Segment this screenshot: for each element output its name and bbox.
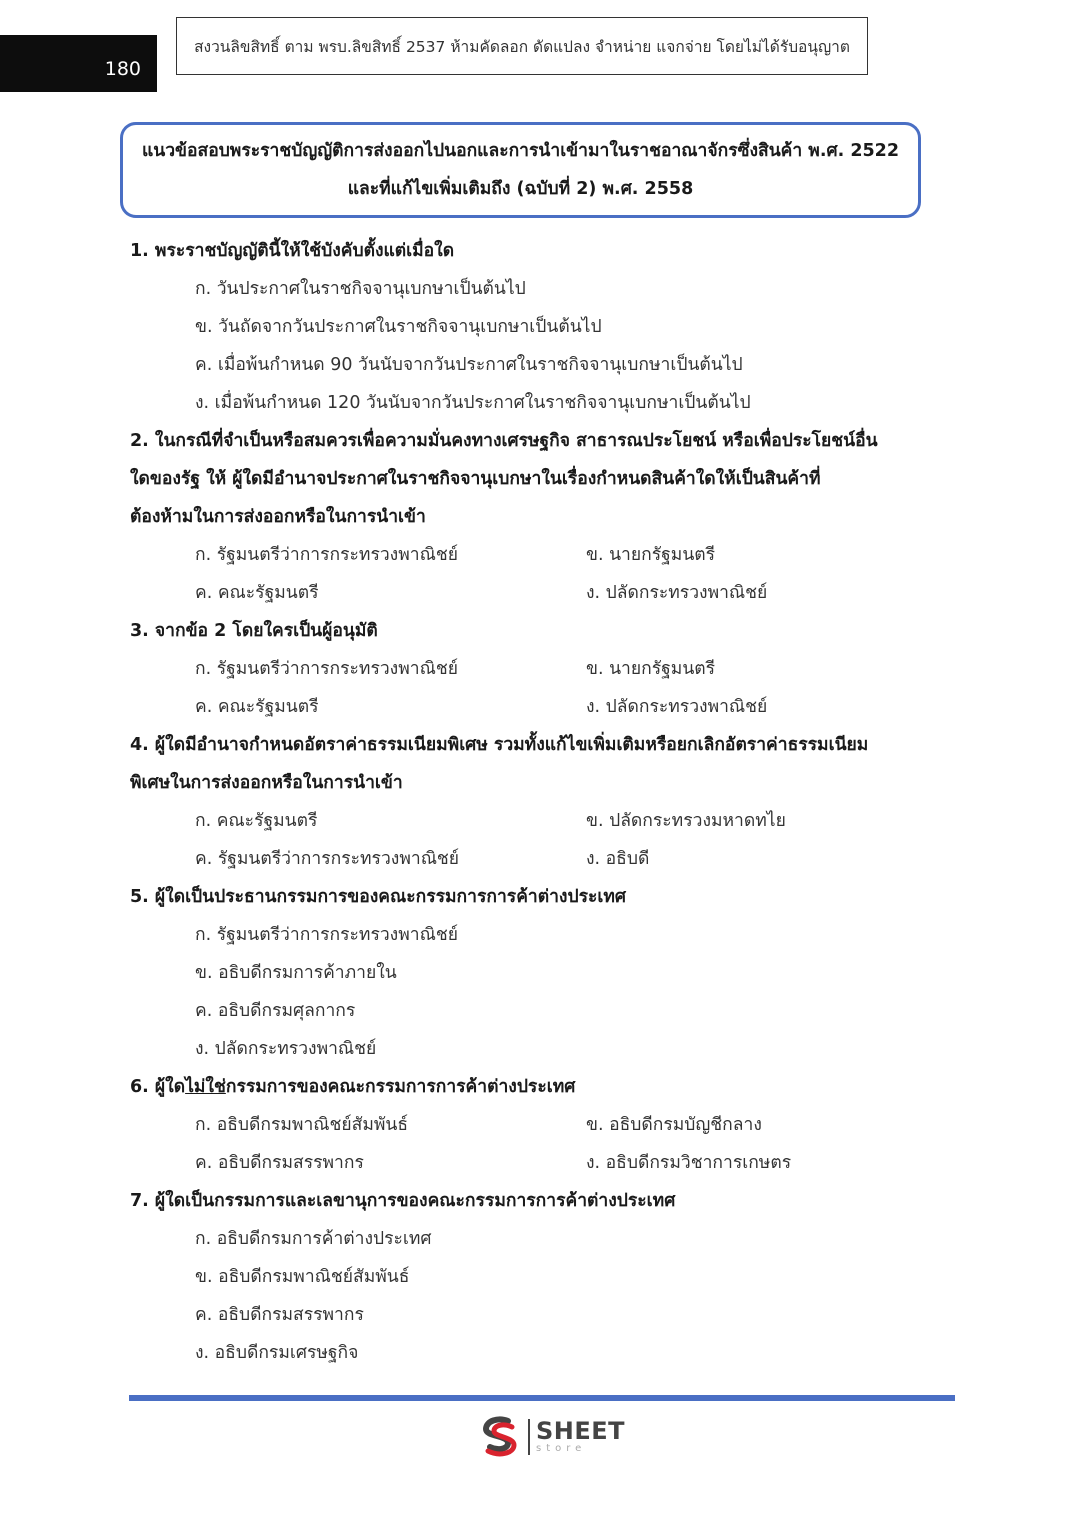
q7-option-a: ก. อธิบดีกรมการค้าต่างประเทศ xyxy=(195,1229,432,1249)
page-title-line-1: แนวข้อสอบพระราชบัญญัติการส่งออกไปนอกและการนำเข้ามาในราชอาณาจักรซึ่งสินค้า พ.ศ. 2522 xyxy=(141,141,900,161)
question-7: 7. ผู้ใดเป็นกรรมการและเลขานุการของคณะกรรมการการค้าต่างประเทศ xyxy=(130,1191,676,1211)
question-2-line-3: ต้องห้ามในการส่งออกหรือในการนำเข้า xyxy=(130,507,426,527)
q4-option-a: ก. คณะรัฐมนตรี xyxy=(195,811,318,831)
question-1: 1. พระราชบัญญัตินี้ให้ใช้บังคับตั้งแต่เมื่อใด xyxy=(130,241,455,261)
q1-option-a: ก. วันประกาศในราชกิจจานุเบกษาเป็นต้นไป xyxy=(195,279,526,299)
q2-option-c: ค. คณะรัฐมนตรี xyxy=(195,583,319,603)
q5-option-c: ค. อธิบดีกรมศุลกากร xyxy=(195,1001,356,1021)
q7-option-b: ข. อธิบดีกรมพาณิชย์สัมพันธ์ xyxy=(195,1267,410,1287)
q1-option-c: ค. เมื่อพ้นกำหนด 90 วันนับจากวันประกาศในราชกิจจานุเบกษาเป็นต้นไป xyxy=(195,355,743,375)
logo-main-text: SHEET xyxy=(536,1417,626,1445)
q3-option-c: ค. คณะรัฐมนตรี xyxy=(195,697,319,717)
q5-option-d: ง. ปลัดกระทรวงพาณิชย์ xyxy=(195,1039,377,1059)
q2-option-d: ง. ปลัดกระทรวงพาณิชย์ xyxy=(586,583,768,603)
question-6-underlined: ไม่ใช่ xyxy=(185,1077,226,1097)
q1-option-d: ง. เมื่อพ้นกำหนด 120 วันนับจากวันประกาศในราชกิจจานุเบกษาเป็นต้นไป xyxy=(195,393,751,413)
page-title-line-2: และที่แก้ไขเพิ่มเติมถึง (ฉบับที่ 2) พ.ศ. 2558 xyxy=(347,179,694,199)
question-6-prefix: 6. ผู้ใด xyxy=(130,1077,186,1097)
q2-option-b: ข. นายกรัฐมนตรี xyxy=(586,545,716,565)
q7-option-c: ค. อธิบดีกรมสรรพากร xyxy=(195,1305,364,1325)
logo-sub-text: store xyxy=(536,1443,587,1454)
q2-option-a: ก. รัฐมนตรีว่าการกระทรวงพาณิชย์ xyxy=(195,545,458,565)
q6-option-c: ค. อธิบดีกรมสรรพากร xyxy=(195,1153,364,1173)
q7-option-d: ง. อธิบดีกรมเศรษฐกิจ xyxy=(195,1343,359,1363)
sheet-store-logo xyxy=(478,1413,625,1461)
page-title-box xyxy=(120,122,921,218)
question-2-line-1: 2. ในกรณีที่จำเป็นหรือสมควรเพื่อความมั่นคงทางเศรษฐกิจ สาธารณประโยชน์ หรือเพื่อประโยชน์อื่น xyxy=(130,431,878,451)
sheet-store-s-icon xyxy=(478,1415,522,1459)
question-4-line-2: พิเศษในการส่งออกหรือในการนำเข้า xyxy=(130,773,403,793)
question-6 xyxy=(130,1068,575,1106)
question-4-line-1: 4. ผู้ใดมีอำนาจกำหนดอัตราค่าธรรมเนียมพิเศษ รวมทั้งแก้ไขเพิ่มเติมหรือยกเลิกอัตราค่าธรรมเนียม xyxy=(130,735,869,755)
q5-option-a: ก. รัฐมนตรีว่าการกระทรวงพาณิชย์ xyxy=(195,925,458,945)
question-2-line-2: ใดของรัฐ ให้ ผู้ใดมีอำนาจประกาศในราชกิจจานุเบกษาในเรื่องกำหนดสินค้าใดให้เป็นสินค้าที่ xyxy=(130,469,821,489)
q6-option-a: ก. อธิบดีกรมพาณิชย์สัมพันธ์ xyxy=(195,1115,409,1135)
q4-option-d: ง. อธิบดี xyxy=(586,849,650,869)
q1-option-b: ข. วันถัดจากวันประกาศในราชกิจจานุเบกษาเป็นต้นไป xyxy=(195,317,602,337)
q4-option-b: ข. ปลัดกระทรวงมหาดทไย xyxy=(586,811,786,831)
q3-option-d: ง. ปลัดกระทรวงพาณิชย์ xyxy=(586,697,768,717)
q3-option-a: ก. รัฐมนตรีว่าการกระทรวงพาณิชย์ xyxy=(195,659,458,679)
q3-option-b: ข. นายกรัฐมนตรี xyxy=(586,659,716,679)
question-6-suffix: กรรมการของคณะกรรมการการค้าต่างประเทศ xyxy=(225,1077,576,1097)
page-number: 180 xyxy=(0,35,157,92)
copyright-header: สงวนลิขสิทธิ์ ตาม พรบ.ลิขสิทธิ์ 2537 ห้ามคัดลอก ดัดแปลง จำหน่าย แจกจ่าย โดยไม่ได้รับอนุญาต xyxy=(176,17,868,75)
q6-option-d: ง. อธิบดีกรมวิชาการเกษตร xyxy=(586,1153,792,1173)
footer-divider xyxy=(129,1395,955,1401)
question-3: 3. จากข้อ 2 โดยใครเป็นผู้อนุมัติ xyxy=(130,621,378,641)
q4-option-c: ค. รัฐมนตรีว่าการกระทรวงพาณิชย์ xyxy=(195,849,460,869)
q6-option-b: ข. อธิบดีกรมบัญชีกลาง xyxy=(586,1115,762,1135)
question-5: 5. ผู้ใดเป็นประธานกรรมการของคณะกรรมการการค้าต่างประเทศ xyxy=(130,887,626,907)
q5-option-b: ข. อธิบดีกรมการค้าภายใน xyxy=(195,963,397,983)
